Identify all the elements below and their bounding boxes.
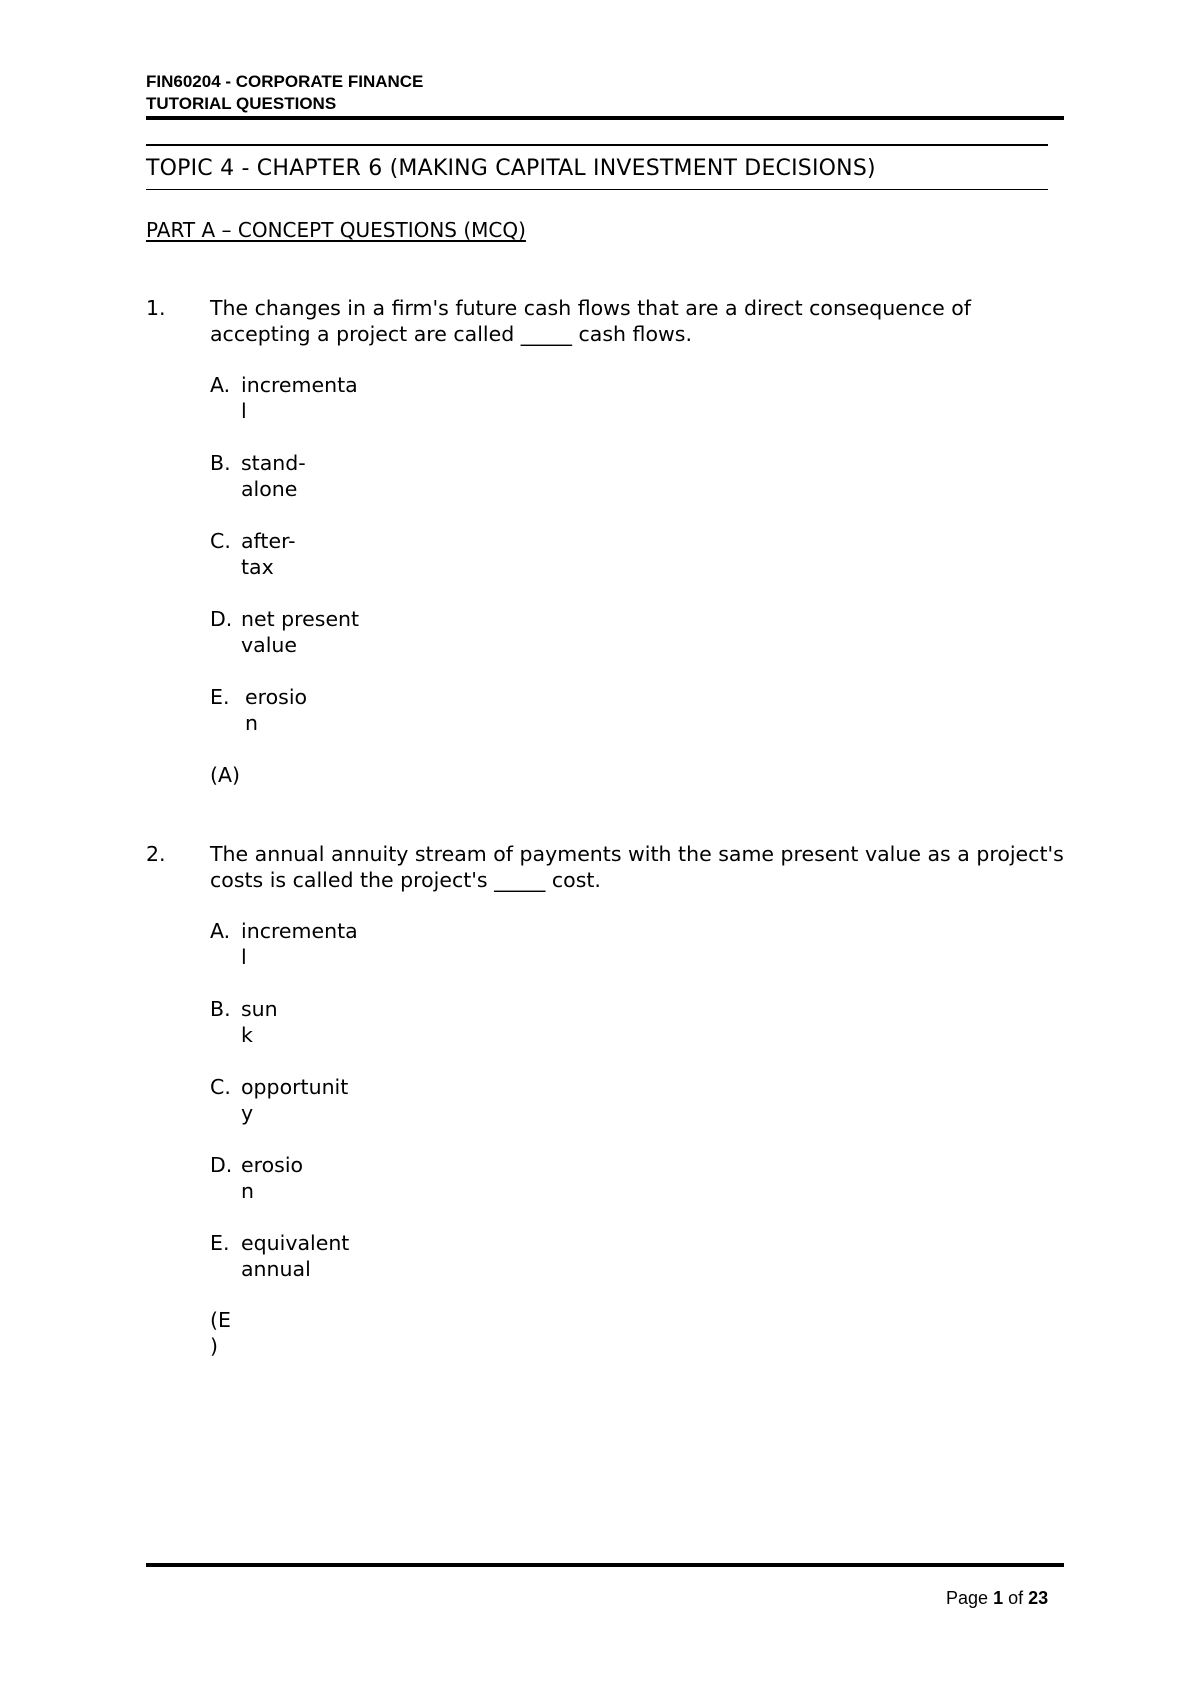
option-text: erosio n bbox=[241, 1153, 304, 1203]
option-letter: A. bbox=[210, 373, 231, 397]
option-e bbox=[210, 684, 307, 736]
option-letter: D. bbox=[210, 607, 233, 631]
footer-rule bbox=[146, 1563, 1064, 1567]
option-letter: E. bbox=[210, 1231, 230, 1255]
question-text: The changes in a firm's future cash flows that are a direct consequence of accepting a project are called _____ cash flows. bbox=[210, 296, 972, 346]
option-text: equivalent annual bbox=[241, 1231, 350, 1281]
option-c bbox=[210, 528, 296, 580]
option-d bbox=[210, 1152, 303, 1204]
topic-bottom-rule bbox=[146, 189, 1048, 190]
option-text: incrementa l bbox=[241, 373, 358, 423]
total-pages: 23 bbox=[1028, 1588, 1049, 1608]
course-title: FIN60204 - CORPORATE FINANCE bbox=[146, 72, 424, 91]
header-rule bbox=[146, 116, 1064, 120]
option-b bbox=[210, 996, 278, 1048]
option-text: opportunit y bbox=[241, 1075, 349, 1125]
question-text: The annual annuity stream of payments with the same present value as a project's costs is called the project's _____ cost. bbox=[210, 842, 1064, 892]
option-e bbox=[210, 1230, 349, 1282]
option-text: erosio n bbox=[245, 685, 308, 735]
topic-top-rule bbox=[146, 144, 1048, 146]
option-b bbox=[210, 450, 306, 502]
option-letter: C. bbox=[210, 529, 231, 553]
topic-heading: TOPIC 4 - CHAPTER 6 (MAKING CAPITAL INVESTMENT DECISIONS) bbox=[146, 156, 876, 181]
page-word: Page bbox=[946, 1588, 989, 1608]
answer: (A) bbox=[210, 763, 241, 787]
option-text: after- tax bbox=[241, 529, 296, 579]
option-letter: B. bbox=[210, 997, 231, 1021]
option-a bbox=[210, 918, 358, 970]
option-letter: A. bbox=[210, 919, 231, 943]
option-letter: B. bbox=[210, 451, 231, 475]
part-heading: PART A – CONCEPT QUESTIONS (MCQ) bbox=[146, 218, 526, 242]
option-letter: C. bbox=[210, 1075, 231, 1099]
question-number: 1. bbox=[146, 296, 166, 320]
document-subtitle: TUTORIAL QUESTIONS bbox=[146, 94, 337, 113]
page-number bbox=[946, 1587, 1048, 1609]
option-c bbox=[210, 1074, 348, 1126]
option-letter: E. bbox=[210, 685, 230, 709]
option-d bbox=[210, 606, 359, 658]
option-text: stand- alone bbox=[241, 451, 306, 501]
current-page: 1 bbox=[993, 1588, 1004, 1608]
option-a bbox=[210, 372, 358, 424]
option-letter: D. bbox=[210, 1153, 233, 1177]
answer: (E ) bbox=[210, 1308, 231, 1358]
question-number: 2. bbox=[146, 842, 166, 866]
option-text: sun k bbox=[241, 997, 278, 1047]
option-text: net present value bbox=[241, 607, 360, 657]
option-text: incrementa l bbox=[241, 919, 358, 969]
of-word: of bbox=[1008, 1588, 1024, 1608]
